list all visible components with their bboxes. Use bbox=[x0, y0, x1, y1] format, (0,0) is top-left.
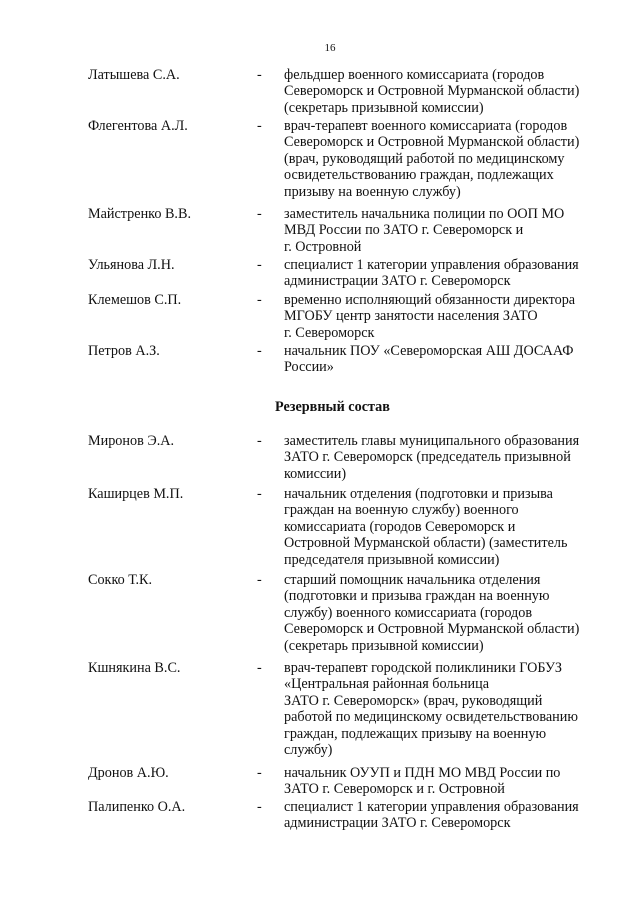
role-line: специалист 1 категории управления образования bbox=[284, 257, 579, 273]
role-line: врач-терапевт военного комиссариата (городов bbox=[284, 118, 568, 134]
member-dash: - bbox=[257, 343, 262, 359]
role-line: комиссии) bbox=[284, 465, 347, 482]
member-role bbox=[284, 343, 606, 376]
role-line: ЗАТО г. Североморск» (врач, руководящий bbox=[284, 692, 543, 709]
role-line: председателя призывной комиссии) bbox=[284, 551, 500, 568]
member-dash: - bbox=[257, 486, 262, 502]
member-role bbox=[284, 486, 606, 568]
role-line: работой по медицинскому освидетельствованию bbox=[284, 709, 578, 726]
member-name: Петров А.З. bbox=[88, 343, 160, 359]
member-dash: - bbox=[257, 292, 262, 308]
role-line: Островной Мурманской области) (заместитель bbox=[284, 535, 568, 552]
member-role bbox=[284, 433, 606, 482]
role-line: Североморск и Островной Мурманской области) bbox=[284, 621, 580, 638]
reserve-section-title: Резервный состав bbox=[275, 399, 390, 415]
role-line: старший помощник начальника отделения bbox=[284, 572, 541, 588]
member-name: Клемешов С.П. bbox=[88, 292, 182, 308]
role-line: начальник отделения (подготовки и призыва bbox=[284, 486, 553, 502]
member-dash: - bbox=[257, 433, 262, 449]
member-name: Миронов Э.А. bbox=[88, 433, 175, 449]
role-line: г. Островной bbox=[284, 238, 362, 255]
role-line: призыву на военную службу) bbox=[284, 183, 461, 200]
role-line: России» bbox=[284, 359, 334, 376]
role-line: (врач, руководящий работой по медицинскому bbox=[284, 150, 565, 167]
role-line: ЗАТО г. Североморск и г. Островной bbox=[284, 781, 505, 798]
member-dash: - bbox=[257, 118, 262, 134]
role-line: (подготовки и призыва граждан на военную bbox=[284, 588, 550, 605]
member-name: Кшнякина В.С. bbox=[88, 660, 181, 676]
member-dash: - bbox=[257, 765, 262, 781]
member-name: Ульянова Л.Н. bbox=[88, 257, 175, 273]
role-line: заместитель главы муниципального образования bbox=[284, 433, 580, 449]
role-line: (секретарь призывной комиссии) bbox=[284, 637, 484, 654]
member-role bbox=[284, 572, 606, 654]
member-role bbox=[284, 660, 606, 758]
member-role bbox=[284, 257, 606, 290]
role-line: службу) bbox=[284, 742, 333, 759]
role-line: врач-терапевт городской поликлиники ГОБУЗ bbox=[284, 660, 562, 676]
member-role bbox=[284, 206, 606, 255]
member-role bbox=[284, 799, 606, 832]
role-line: фельдшер военного комиссариата (городов bbox=[284, 67, 545, 83]
role-line: Североморск и Островной Мурманской области) bbox=[284, 134, 580, 151]
role-line: г. Североморск bbox=[284, 324, 375, 341]
role-line: комиссариата (городов Североморск и bbox=[284, 518, 516, 535]
member-role bbox=[284, 67, 606, 116]
member-name: Латышева С.А. bbox=[88, 67, 180, 83]
member-name: Майстренко В.В. bbox=[88, 206, 191, 222]
member-name: Дронов А.Ю. bbox=[88, 765, 169, 781]
member-role bbox=[284, 765, 606, 798]
role-line: начальник ПОУ «Североморская АШ ДОСААФ bbox=[284, 343, 574, 359]
member-dash: - bbox=[257, 572, 262, 588]
member-name: Каширцев М.П. bbox=[88, 486, 184, 502]
role-line: (секретарь призывной комиссии) bbox=[284, 99, 484, 116]
role-line: службу) военного комиссариата (городов bbox=[284, 604, 533, 621]
role-line: ЗАТО г. Североморск (председатель призывной bbox=[284, 449, 571, 466]
role-line: временно исполняющий обязанности директора bbox=[284, 292, 576, 308]
role-line: граждан на военную службу) военного bbox=[284, 502, 519, 519]
role-line: граждан, подлежащих призыву на военную bbox=[284, 725, 547, 742]
member-dash: - bbox=[257, 799, 262, 815]
role-line: освидетельствованию граждан, подлежащих bbox=[284, 167, 554, 184]
role-line: «Центральная районная больница bbox=[284, 676, 490, 693]
role-line: Североморск и Островной Мурманской области) bbox=[284, 83, 580, 100]
member-dash: - bbox=[257, 206, 262, 222]
role-line: МГОБУ центр занятости населения ЗАТО bbox=[284, 308, 538, 325]
member-dash: - bbox=[257, 257, 262, 273]
page-number: 16 bbox=[324, 42, 336, 54]
member-dash: - bbox=[257, 67, 262, 83]
member-dash: - bbox=[257, 660, 262, 676]
role-line: специалист 1 категории управления образования bbox=[284, 799, 579, 815]
role-line: начальник ОУУП и ПДН МО МВД России по bbox=[284, 765, 561, 781]
member-name: Палипенко О.А. bbox=[88, 799, 186, 815]
role-line: администрации ЗАТО г. Североморск bbox=[284, 273, 511, 290]
role-line: МВД России по ЗАТО г. Североморск и bbox=[284, 222, 524, 239]
role-line: заместитель начальника полиции по ООП МО bbox=[284, 206, 565, 222]
member-name: Сокко Т.К. bbox=[88, 572, 153, 588]
member-role bbox=[284, 292, 606, 341]
role-line: администрации ЗАТО г. Североморск bbox=[284, 815, 511, 832]
member-role bbox=[284, 118, 606, 200]
member-name: Флегентова А.Л. bbox=[88, 118, 188, 134]
